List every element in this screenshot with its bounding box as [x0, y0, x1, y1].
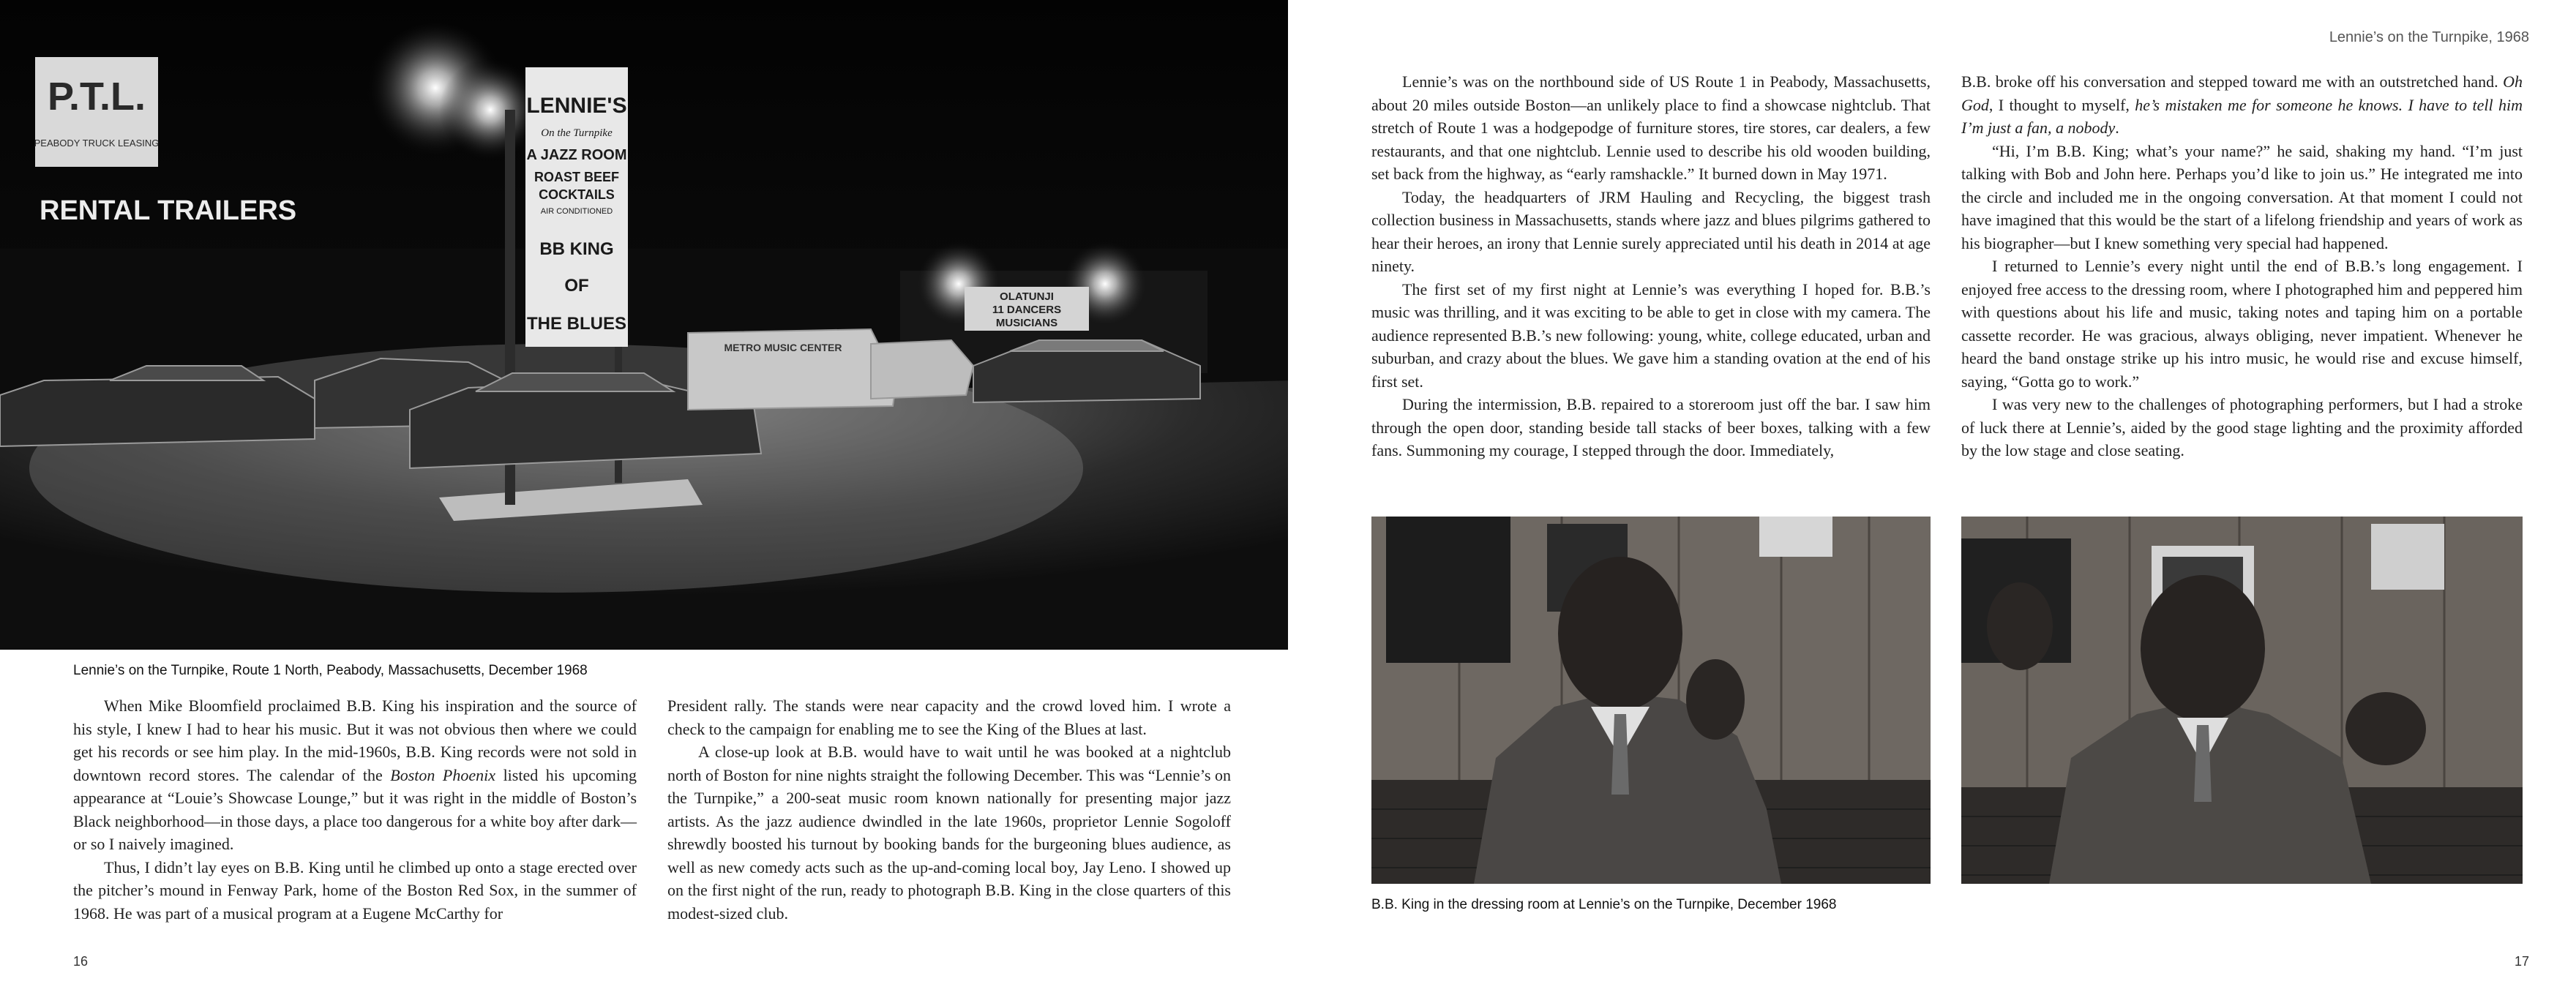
rental-trailers-sign: RENTAL TRAILERS	[40, 195, 297, 226]
ptl-sign-text: P.T.L.	[47, 75, 146, 119]
left-page-column-2	[667, 694, 1231, 925]
olatunji-sign-musicians: MUSICIANS	[995, 317, 1058, 329]
body-paragraph: Today, the headquarters of JRM Hauling and Recycling, the biggest trash collection business in Massachusetts, stands where jazz and blues pilgrims gathered to hear their heroes, an irony that Lennie surely appreciated until his death in 2014 at age ninety.	[1371, 187, 1931, 275]
body-paragraph: A close-up look at B.B. would have to wait until he was booked at a nightclub north of Boston for nine nights straight the following December. This was “Lennie’s on the Turnpike,” a 200-seat music room known nationally for presenting major jazz artists. As the jazz audience dwindled in the late 1960s, proprietor Lennie Sogoloff shrewdly boosted his turnout by booking bands for the burgeoning blues audience, as well as new comedy acts such as the up-and-coming local boy, Jay Leno. I showed up on the first night of the run, ready to photograph B.B. King in the close quarters of this modest-sized club.	[667, 743, 1231, 923]
body-paragraph: During the intermission, B.B. repaired to a storeroom just off the bar. I saw him through the open door, standing beside tall stacks of beer boxes, talking with a few fans. Summoning my courage, I stepped through the door. Immediately,	[1371, 395, 1931, 459]
olatunji-sign	[965, 287, 1089, 331]
dressing-room-image-1	[1371, 517, 1931, 884]
body-paragraph: I returned to Lennie’s every night until the end of B.B.’s long engagement. I enjoyed free access to the dressing room, where I photographed him and peppered him with questions about his life and music, taking notes and taping him on a portable cassette recorder. He was gracious, always obliging, never impatient. Whenever he heard the band onstage strike up his intro music, he would rise and excuse himself, saying, “Gotta go to work.”	[1961, 257, 2523, 391]
running-head: Lennie’s on the Turnpike, 1968	[2329, 29, 2529, 45]
publication-title: Boston Phoenix	[390, 765, 496, 784]
lennies-sign-blues: THE BLUES	[526, 314, 627, 334]
nightclub-sign-image	[0, 0, 1288, 650]
lennies-sign-turnpike: On the Turnpike	[541, 127, 613, 139]
lennies-sign-name: LENNIE'S	[526, 94, 627, 118]
right-page-column-1	[1371, 70, 1931, 462]
ptl-sign-subtext: PEABODY TRUCK LEASING	[34, 138, 160, 149]
page-number-left: 16	[73, 954, 89, 969]
lennies-sign-jazz: A JAZZ ROOM	[526, 147, 627, 163]
body-paragraph: “Hi, I’m B.B. King; what’s your name?” he said, shaking my hand. “I’m just talking with Bob and John here. Perhaps you’d like to join us.” He integrated me into the circle and included me in the ongoing conversation. At that moment I could not have imagined that this would be the start of a lifelong friendship and years of work as his biographer—but I knew something very special had happened.	[1961, 141, 2523, 252]
lennies-sign	[525, 67, 628, 347]
dressing-room-photo-2	[1961, 517, 2523, 884]
lennies-sign-bbking: BB KING	[539, 239, 614, 259]
nightclub-sign-photo	[0, 0, 1288, 650]
olatunji-sign-name: OLATUNJI	[1000, 290, 1054, 303]
body-paragraph: President rally. The stands were near capacity and the crowd loved him. I wrote a check to the campaign for enabling me to see the King of the Blues at last.	[667, 696, 1231, 738]
olatunji-sign-dancers: 11 DANCERS	[992, 304, 1062, 316]
body-paragraph: B.B. broke off his conversation and stepped toward me with an outstretched hand. Oh God, I thought to myself, he’s mistaken me for someone he knows. I have to tell him I’m just a fan, a nobody.	[1961, 72, 2523, 137]
dressing-room-photo-caption: B.B. King in the dressing room at Lennie’s on the Turnpike, December 1968	[1371, 897, 1837, 912]
right-page	[1288, 0, 2576, 995]
lennies-sign-of: OF	[564, 276, 589, 296]
body-paragraph: Lennie’s was on the northbound side of US Route 1 in Peabody, Massachusetts, about 20 miles outside Boston—an unlikely place to find a showcase nightclub. That stretch of Route 1 was a hodgepodge of furniture stores, tire stores, car dealers, a few restaurants, and that one nightclub. Lennie used to describe his old wooden building, set back from the highway, as “early ramshackle.” It burned down in May 1971.	[1371, 72, 1931, 183]
dressing-room-photo-1	[1371, 517, 1931, 884]
page-number-right: 17	[2514, 954, 2529, 969]
body-paragraph: When Mike Bloomfield proclaimed B.B. King his inspiration and the source of his style, I knew I had to hear his music. But it was not obvious then where we could get his records or see him play. In the mid-1960s, B.B. King records were not sold in downtown record stores. The calendar of the Boston Phoenix listed his upcoming appearance at “Louie’s Showcase Lounge,” but it was right in the middle of Boston’s Black neighborhood—in those days, a place too dangerous for a white boy after dark—or so I naively imagined.	[73, 696, 637, 853]
lennies-sign-roast: ROAST BEEF	[533, 170, 620, 184]
lennies-sign-cocktails: COCKTAILS	[539, 187, 615, 202]
lennies-sign-air: AIR CONDITIONED	[540, 207, 613, 216]
nightclub-photo-caption: Lennie’s on the Turnpike, Route 1 North, Peabody, Massachusetts, December 1968	[73, 663, 588, 678]
body-paragraph: I was very new to the challenges of photographing performers, but I had a stroke of luck there at Lennie’s, aided by the good stage lighting and the proximity afforded by the low stage and close seating.	[1961, 395, 2523, 459]
ptl-sign	[34, 57, 160, 167]
body-paragraph: Thus, I didn’t lay eyes on B.B. King until he climbed up onto a stage erected over the pitcher’s mound in Fenway Park, home of the Boston Red Sox, in the summer of 1968. He was part of a musical program at a Eugene McCarthy for	[73, 857, 637, 923]
van-text: METRO MUSIC CENTER	[724, 342, 842, 353]
dressing-room-image-2	[1961, 517, 2523, 884]
left-page-column-1	[73, 694, 637, 925]
right-page-column-2	[1961, 70, 2523, 462]
body-paragraph: The first set of my first night at Lennie’s was everything I hoped for. B.B.’s music was thrilling, and it was exciting to be able to get in close with my camera. The audience represented B.B.’s new following: young, white, college educated, urban and suburban, and crazy about the blues. We gave him a standing ovation at the end of his first set.	[1371, 279, 1931, 391]
